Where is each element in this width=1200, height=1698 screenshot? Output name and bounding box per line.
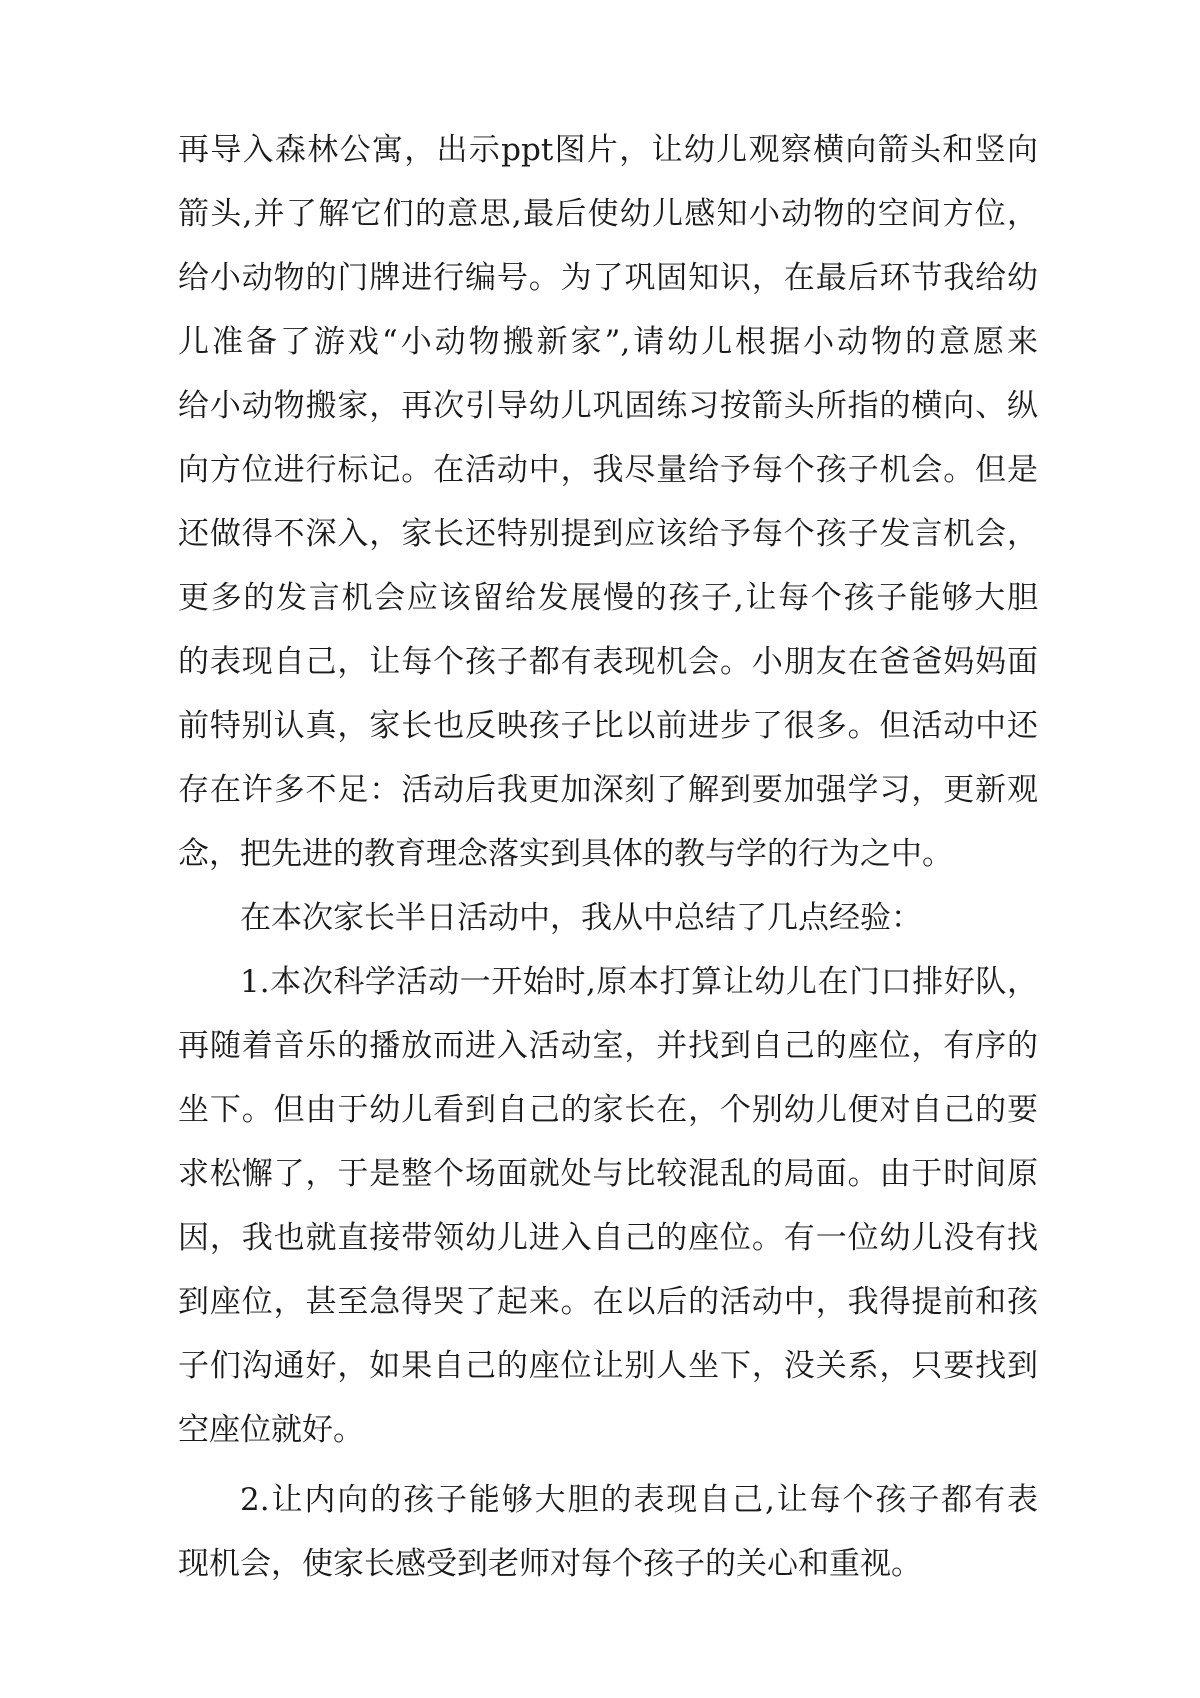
- text-line: 再随着音乐的播放而进入活动室，并找到自己的座位，有序的: [178, 1028, 1038, 1064]
- text-line: 2.让内向的孩子能够大胆的表现自己,让每个孩子都有表: [240, 1482, 1038, 1518]
- text-line: 求松懈了，于是整个场面就处与比较混乱的局面。由于时间原: [178, 1156, 1038, 1192]
- text-line: 更多的发言机会应该留给发展慢的孩子,让每个孩子能够大胆: [178, 580, 1038, 616]
- text-line: 的表现自己，让每个孩子都有表现机会。小朋友在爸爸妈妈面: [178, 644, 1038, 680]
- text-line: 因，我也就直接带领幼儿进入自己的座位。有一位幼儿没有找: [178, 1220, 1038, 1256]
- text-line: 念，把先进的教育理念落实到具体的教与学的行为之中。: [178, 836, 953, 872]
- text-line: 到座位，甚至急得哭了起来。在以后的活动中，我得提前和孩: [178, 1284, 1038, 1320]
- text-line: 向方位进行标记。在活动中，我尽量给予每个孩子机会。但是: [178, 452, 1038, 488]
- text-line: 箭头,并了解它们的意思,最后使幼儿感知小动物的空间方位，: [178, 196, 1038, 232]
- document-body: [178, 118, 1038, 1596]
- text-line: 儿准备了游戏“小动物搬新家”,请幼儿根据小动物的意愿来: [178, 324, 1038, 360]
- text-line: 存在许多不足：活动后我更加深刻了解到要加强学习，更新观: [178, 772, 1038, 808]
- text-line: 再导入森林公寓，出示ppt图片，让幼儿观察横向箭头和竖向: [178, 132, 1038, 168]
- text-line: 1.本次科学活动一开始时,原本打算让幼儿在门口排好队，: [240, 964, 1038, 1000]
- text-line: 空座位就好。: [178, 1412, 364, 1448]
- text-line: 坐下。但由于幼儿看到自己的家长在，个别幼儿便对自己的要: [178, 1092, 1038, 1128]
- text-line: 给小动物的门牌进行编号。为了巩固知识，在最后环节我给幼: [178, 260, 1038, 296]
- text-line: 在本次家长半日活动中，我从中总结了几点经验：: [240, 900, 922, 936]
- text-line: 还做得不深入，家长还特别提到应该给予每个孩子发言机会，: [178, 516, 1038, 552]
- text-line: 前特别认真，家长也反映孩子比以前进步了很多。但活动中还: [178, 708, 1038, 744]
- text-line: 现机会，使家长感受到老师对每个孩子的关心和重视。: [178, 1546, 922, 1582]
- text-line: 给小动物搬家，再次引导幼儿巩固练习按箭头所指的横向、纵: [178, 388, 1038, 424]
- text-line: 子们沟通好，如果自己的座位让别人坐下，没关系，只要找到: [178, 1348, 1038, 1384]
